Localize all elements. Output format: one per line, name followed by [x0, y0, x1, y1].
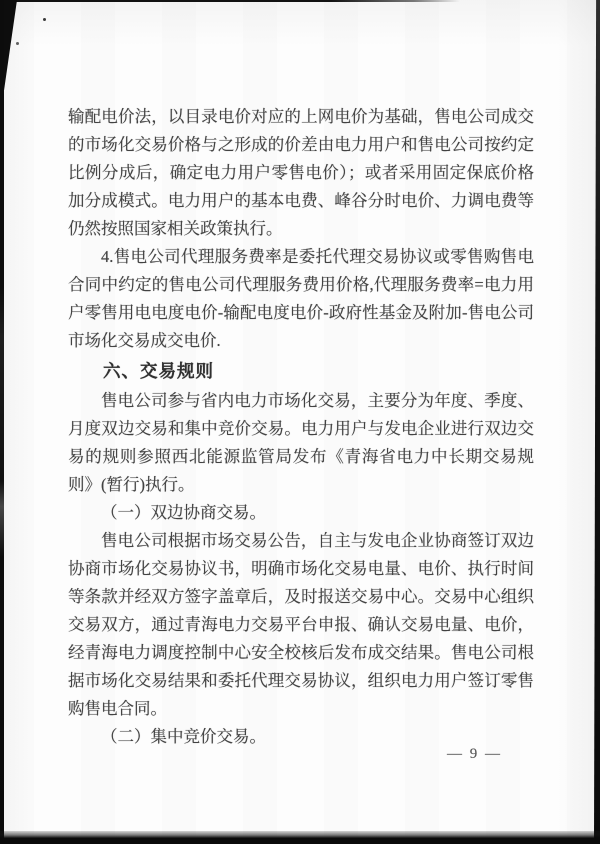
subheading-bilateral-negotiation: （一）双边协商交易。 [101, 503, 266, 522]
subheading-centralized-bidding: （二）集中竞价交易。 [101, 727, 266, 746]
scan-speck [16, 42, 19, 45]
scan-edge-left [0, 0, 4, 844]
paragraph-item4-agency-fee: 4.售电公司代理服务费率是委托代理交易协议或零售购售电合同中约定的售电公司代理服务费用价格,代理服务费率=电力用户零售用电电度电价-输配电度电价-政府性基金及附加-售电公司市场化交易成交电价. [68, 247, 534, 350]
scan-edge-bottom [0, 831, 600, 844]
page-number: — 9 — [447, 746, 502, 762]
paragraph-bilateral-process: 售电公司根据市场交易公告，自主与发电企业协商签订双边协商市场化交易协议书，明确市场化交易电量、电价、执行时间等条款并经双方签字盖章后，及时报送交易中心。交易中心组织交易双方，通过青海电力交易平台申报、确认交易电量、电价，经青海电力调度控制中心安全校核后发布成交结果。售电公司根据市场化交易结果和委托代理交易协议，组织电力用户签订零售购售电合同。 [68, 531, 534, 718]
section-heading-trading-rules: 六、交易规则 [103, 361, 214, 381]
paragraph-price-mechanism: 输配电价法，以目录电价对应的上网电价为基础，售电公司成交的市场化交易价格与之形成的价差由电力用户和售电公司按约定比例分成后，确定电力用户零售电价）；或者采用固定保底价格加分成模式。电力用户的基本电费、峰谷分时电价、力调电费等仍然按照国家相关政策执行。 [68, 107, 534, 238]
document-body [68, 103, 534, 751]
paragraph-section6-intro: 售电公司参与省内电力市场化交易，主要分为年度、季度、月度双边交易和集中竞价交易。电力用户与发电企业进行双边交易的规则参照西北能源监管局发布《青海省电力中长期交易规则》(暂行)执行。 [68, 391, 534, 494]
scan-speck [43, 18, 46, 21]
scan-edge-top [0, 0, 460, 2]
